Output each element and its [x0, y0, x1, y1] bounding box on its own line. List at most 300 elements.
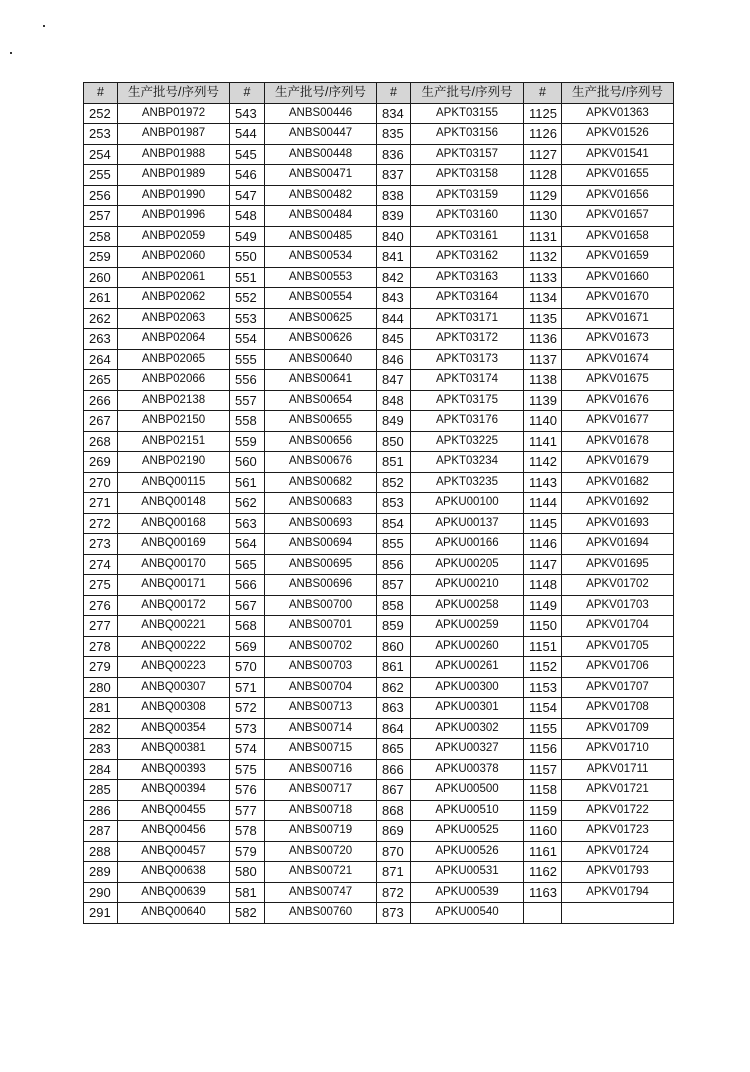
batch-serial-cell: ANBS00693: [265, 513, 377, 534]
row-index-cell: 543: [230, 103, 265, 124]
batch-serial-cell: ANBS00553: [265, 267, 377, 288]
row-index-cell: 870: [377, 841, 411, 862]
batch-serial-cell: ANBS00716: [265, 759, 377, 780]
row-index-cell: 860: [377, 636, 411, 657]
batch-serial-cell: ANBS00554: [265, 288, 377, 309]
row-index-cell: 866: [377, 759, 411, 780]
batch-serial-cell: APKV01707: [562, 677, 674, 698]
row-index-cell: 290: [84, 882, 118, 903]
row-index-cell: 1129: [524, 185, 562, 206]
batch-serial-cell: APKT03171: [411, 308, 524, 329]
batch-serial-cell: ANBS00715: [265, 739, 377, 760]
table-row: [84, 821, 674, 842]
table-row: [84, 698, 674, 719]
row-index-cell: 280: [84, 677, 118, 698]
batch-serial-cell: ANBP01990: [118, 185, 230, 206]
batch-serial-cell: APKT03155: [411, 103, 524, 124]
batch-serial-cell: ANBS00696: [265, 575, 377, 596]
batch-serial-cell: ANBS00656: [265, 431, 377, 452]
batch-serial-cell: ANBP01987: [118, 124, 230, 145]
batch-serial-cell: APKV01709: [562, 718, 674, 739]
row-index-cell: 545: [230, 144, 265, 165]
batch-serial-cell: APKV01678: [562, 431, 674, 452]
row-index-cell: 1141: [524, 431, 562, 452]
batch-serial-cell: APKU00302: [411, 718, 524, 739]
batch-serial-cell: APKT03173: [411, 349, 524, 370]
row-index-cell: 851: [377, 452, 411, 473]
row-index-cell: 850: [377, 431, 411, 452]
header-index-2: #: [230, 83, 265, 104]
row-index-cell: 273: [84, 534, 118, 555]
batch-serial-cell: ANBQ00638: [118, 862, 230, 883]
row-index-cell: 1160: [524, 821, 562, 842]
table-row: [84, 103, 674, 124]
batch-serial-cell: ANBS00446: [265, 103, 377, 124]
batch-serial-cell: ANBQ00381: [118, 739, 230, 760]
table-row: [84, 493, 674, 514]
batch-serial-cell: APKV01711: [562, 759, 674, 780]
batch-serial-cell: APKV01704: [562, 616, 674, 637]
batch-serial-cell: APKV01693: [562, 513, 674, 534]
row-index-cell: 1150: [524, 616, 562, 637]
row-index-cell: 852: [377, 472, 411, 493]
batch-serial-cell: APKV01677: [562, 411, 674, 432]
batch-serial-cell: ANBQ00171: [118, 575, 230, 596]
row-index-cell: 844: [377, 308, 411, 329]
row-index-cell: 1125: [524, 103, 562, 124]
row-index-cell: 838: [377, 185, 411, 206]
row-index-cell: 1156: [524, 739, 562, 760]
batch-serial-cell: ANBQ00354: [118, 718, 230, 739]
batch-serial-cell: APKV01676: [562, 390, 674, 411]
batch-serial-cell: ANBQ00457: [118, 841, 230, 862]
row-index-cell: 563: [230, 513, 265, 534]
scan-speck: [10, 52, 12, 54]
row-index-cell: 1142: [524, 452, 562, 473]
row-index-cell: 275: [84, 575, 118, 596]
header-batch-serial-2: 生产批号/序列号: [265, 83, 377, 104]
row-index-cell: 861: [377, 657, 411, 678]
table-row: [84, 144, 674, 165]
row-index-cell: 1163: [524, 882, 562, 903]
batch-serial-cell: APKV01655: [562, 165, 674, 186]
row-index-cell: 544: [230, 124, 265, 145]
table-row: [84, 513, 674, 534]
batch-serial-cell: APKU00260: [411, 636, 524, 657]
table-row: [84, 206, 674, 227]
batch-serial-cell: ANBQ00148: [118, 493, 230, 514]
table-row: [84, 349, 674, 370]
row-index-cell: 1145: [524, 513, 562, 534]
batch-serial-cell: ANBP02138: [118, 390, 230, 411]
row-index-cell: 256: [84, 185, 118, 206]
row-index-cell: 556: [230, 370, 265, 391]
row-index-cell: 1131: [524, 226, 562, 247]
batch-serial-cell: ANBS00447: [265, 124, 377, 145]
row-index-cell: 259: [84, 247, 118, 268]
row-index-cell: 853: [377, 493, 411, 514]
row-index-cell: 1144: [524, 493, 562, 514]
batch-serial-cell: ANBS00694: [265, 534, 377, 555]
row-index-cell: 252: [84, 103, 118, 124]
header-index-1: #: [84, 83, 118, 104]
row-index-cell: 842: [377, 267, 411, 288]
row-index-cell: 1159: [524, 800, 562, 821]
row-index-cell: 1151: [524, 636, 562, 657]
row-index-cell: 567: [230, 595, 265, 616]
row-index-cell: 871: [377, 862, 411, 883]
row-index-cell: 565: [230, 554, 265, 575]
row-index-cell: 1136: [524, 329, 562, 350]
batch-serial-cell: ANBQ00456: [118, 821, 230, 842]
row-index-cell: 553: [230, 308, 265, 329]
batch-serial-cell: APKV01702: [562, 575, 674, 596]
row-index-cell: 278: [84, 636, 118, 657]
batch-serial-cell: APKU00205: [411, 554, 524, 575]
row-index-cell: 288: [84, 841, 118, 862]
batch-serial-cell: ANBS00718: [265, 800, 377, 821]
row-index-cell: 552: [230, 288, 265, 309]
row-index-cell: 286: [84, 800, 118, 821]
row-index-cell: 836: [377, 144, 411, 165]
row-index-cell: 835: [377, 124, 411, 145]
batch-serial-cell: APKV01363: [562, 103, 674, 124]
batch-serial-cell: APKU00539: [411, 882, 524, 903]
batch-serial-cell: ANBP02065: [118, 349, 230, 370]
row-index-cell: 561: [230, 472, 265, 493]
row-index-cell: 554: [230, 329, 265, 350]
row-index-cell: 291: [84, 903, 118, 924]
batch-serial-cell: APKU00258: [411, 595, 524, 616]
batch-serial-cell: APKV01671: [562, 308, 674, 329]
batch-serial-cell: APKV01541: [562, 144, 674, 165]
row-index-cell: 582: [230, 903, 265, 924]
batch-serial-cell: ANBP02150: [118, 411, 230, 432]
table-row: [84, 185, 674, 206]
row-index-cell: 264: [84, 349, 118, 370]
table-row: [84, 862, 674, 883]
batch-serial-cell: ANBS00720: [265, 841, 377, 862]
batch-serial-cell: ANBP02190: [118, 452, 230, 473]
row-index-cell: 562: [230, 493, 265, 514]
row-index-cell: 261: [84, 288, 118, 309]
batch-serial-cell: ANBQ00172: [118, 595, 230, 616]
batch-serial-cell: ANBS00719: [265, 821, 377, 842]
row-index-cell: 253: [84, 124, 118, 145]
batch-serial-cell: APKV01675: [562, 370, 674, 391]
batch-serial-cell: APKV01724: [562, 841, 674, 862]
batch-serial-cell: ANBP01972: [118, 103, 230, 124]
row-index-cell: 575: [230, 759, 265, 780]
row-index-cell: 1154: [524, 698, 562, 719]
row-index-cell: 856: [377, 554, 411, 575]
row-index-cell: 845: [377, 329, 411, 350]
batch-serial-cell: APKV01703: [562, 595, 674, 616]
row-index-cell: 276: [84, 595, 118, 616]
batch-serial-cell: APKU00540: [411, 903, 524, 924]
batch-serial-cell: ANBQ00455: [118, 800, 230, 821]
table-row: [84, 288, 674, 309]
row-index-cell: 1130: [524, 206, 562, 227]
row-index-cell: 283: [84, 739, 118, 760]
row-index-cell: 1134: [524, 288, 562, 309]
row-index-cell: 549: [230, 226, 265, 247]
batch-serial-cell: APKT03160: [411, 206, 524, 227]
row-index-cell: 1133: [524, 267, 562, 288]
header-index-3: #: [377, 83, 411, 104]
batch-serial-cell: APKV01722: [562, 800, 674, 821]
row-index-cell: 269: [84, 452, 118, 473]
row-index-cell: 1157: [524, 759, 562, 780]
batch-serial-cell: ANBS00654: [265, 390, 377, 411]
row-index-cell: 841: [377, 247, 411, 268]
row-index-cell: 555: [230, 349, 265, 370]
table-body: [84, 103, 674, 923]
batch-serial-cell: ANBS00676: [265, 452, 377, 473]
batch-serial-cell: APKV01723: [562, 821, 674, 842]
row-index-cell: 551: [230, 267, 265, 288]
row-index-cell: 1162: [524, 862, 562, 883]
batch-serial-cell: APKT03172: [411, 329, 524, 350]
row-index-cell: 267: [84, 411, 118, 432]
row-index-cell: 560: [230, 452, 265, 473]
row-index-cell: 855: [377, 534, 411, 555]
batch-serial-cell: APKV01657: [562, 206, 674, 227]
batch-serial-cell: ANBQ00307: [118, 677, 230, 698]
row-index-cell: 843: [377, 288, 411, 309]
table-row: [84, 595, 674, 616]
batch-serial-cell: ANBS00626: [265, 329, 377, 350]
batch-serial-cell: APKT03225: [411, 431, 524, 452]
table-row: [84, 657, 674, 678]
batch-serial-cell: APKU00300: [411, 677, 524, 698]
row-index-cell: 840: [377, 226, 411, 247]
batch-serial-cell: ANBQ00639: [118, 882, 230, 903]
header-batch-serial-3: 生产批号/序列号: [411, 83, 524, 104]
header-batch-serial-1: 生产批号/序列号: [118, 83, 230, 104]
row-index-cell: 271: [84, 493, 118, 514]
row-index-cell: 1138: [524, 370, 562, 391]
table-row: [84, 247, 674, 268]
row-index-cell: 1139: [524, 390, 562, 411]
table-row: [84, 759, 674, 780]
row-index-cell: 270: [84, 472, 118, 493]
row-index-cell: 550: [230, 247, 265, 268]
table-row: [84, 780, 674, 801]
row-index-cell: 1146: [524, 534, 562, 555]
batch-serial-cell: ANBP02063: [118, 308, 230, 329]
row-index-cell: 279: [84, 657, 118, 678]
table-row: [84, 882, 674, 903]
batch-serial-cell: APKV01692: [562, 493, 674, 514]
row-index-cell: 272: [84, 513, 118, 534]
row-index-cell: 260: [84, 267, 118, 288]
table-row: [84, 308, 674, 329]
row-index-cell: 274: [84, 554, 118, 575]
batch-serial-cell: ANBQ00170: [118, 554, 230, 575]
row-index-cell: 262: [84, 308, 118, 329]
batch-serial-cell: APKT03175: [411, 390, 524, 411]
table-row: [84, 267, 674, 288]
batch-serial-cell: APKV01658: [562, 226, 674, 247]
header-index-4: #: [524, 83, 562, 104]
row-index-cell: 1147: [524, 554, 562, 575]
batch-serial-cell: APKV01656: [562, 185, 674, 206]
table-row: [84, 903, 674, 924]
batch-serial-cell: APKV01682: [562, 472, 674, 493]
batch-serial-cell: APKU00327: [411, 739, 524, 760]
batch-serial-cell: ANBQ00308: [118, 698, 230, 719]
table-row: [84, 616, 674, 637]
batch-serial-cell: APKT03174: [411, 370, 524, 391]
batch-serial-cell: APKV01679: [562, 452, 674, 473]
batch-serial-cell: ANBS00640: [265, 349, 377, 370]
table-row: [84, 739, 674, 760]
batch-serial-cell: ANBS00713: [265, 698, 377, 719]
batch-serial-cell: APKV01670: [562, 288, 674, 309]
table-row: [84, 534, 674, 555]
batch-serial-table: [83, 82, 674, 924]
row-index-cell: 1148: [524, 575, 562, 596]
batch-serial-cell: APKU00510: [411, 800, 524, 821]
batch-serial-cell: ANBP02151: [118, 431, 230, 452]
row-index-cell: 581: [230, 882, 265, 903]
row-index-cell: 281: [84, 698, 118, 719]
header-batch-serial-4: 生产批号/序列号: [562, 83, 674, 104]
batch-serial-cell: APKV01695: [562, 554, 674, 575]
row-index-cell: 546: [230, 165, 265, 186]
table-row: [84, 677, 674, 698]
batch-serial-cell: ANBQ00168: [118, 513, 230, 534]
row-index-cell: 578: [230, 821, 265, 842]
row-index-cell: 873: [377, 903, 411, 924]
table-row: [84, 575, 674, 596]
batch-serial-cell: ANBS00625: [265, 308, 377, 329]
row-index-cell: 834: [377, 103, 411, 124]
batch-serial-cell: ANBP02066: [118, 370, 230, 391]
row-index-cell: 576: [230, 780, 265, 801]
row-index-cell: 254: [84, 144, 118, 165]
table-row: [84, 411, 674, 432]
row-index-cell: 1153: [524, 677, 562, 698]
batch-serial-cell: APKV01674: [562, 349, 674, 370]
table-row: [84, 226, 674, 247]
batch-serial-cell: ANBS00702: [265, 636, 377, 657]
batch-serial-cell: APKV01659: [562, 247, 674, 268]
row-index-cell: [524, 903, 562, 924]
batch-serial-cell: APKT03161: [411, 226, 524, 247]
batch-serial-cell: APKV01694: [562, 534, 674, 555]
batch-serial-cell: ANBQ00223: [118, 657, 230, 678]
row-index-cell: 1158: [524, 780, 562, 801]
row-index-cell: 266: [84, 390, 118, 411]
row-index-cell: 868: [377, 800, 411, 821]
row-index-cell: 557: [230, 390, 265, 411]
row-index-cell: 282: [84, 718, 118, 739]
table-row: [84, 841, 674, 862]
row-index-cell: 1152: [524, 657, 562, 678]
batch-serial-cell: ANBS00485: [265, 226, 377, 247]
batch-serial-cell: ANBS00700: [265, 595, 377, 616]
batch-serial-cell: APKT03162: [411, 247, 524, 268]
batch-serial-cell: ANBS00701: [265, 616, 377, 637]
row-index-cell: 872: [377, 882, 411, 903]
batch-serial-cell: ANBS00448: [265, 144, 377, 165]
row-index-cell: 572: [230, 698, 265, 719]
batch-serial-cell: ANBS00534: [265, 247, 377, 268]
row-index-cell: 258: [84, 226, 118, 247]
batch-serial-cell: ANBS00760: [265, 903, 377, 924]
row-index-cell: 559: [230, 431, 265, 452]
row-index-cell: 839: [377, 206, 411, 227]
batch-serial-cell: APKT03156: [411, 124, 524, 145]
row-index-cell: 865: [377, 739, 411, 760]
batch-serial-cell: ANBS00703: [265, 657, 377, 678]
row-index-cell: 1135: [524, 308, 562, 329]
batch-serial-cell: APKT03176: [411, 411, 524, 432]
batch-serial-cell: ANBP02059: [118, 226, 230, 247]
batch-serial-cell: APKU00525: [411, 821, 524, 842]
batch-serial-cell: ANBS00655: [265, 411, 377, 432]
row-index-cell: 1137: [524, 349, 562, 370]
row-index-cell: 1140: [524, 411, 562, 432]
row-index-cell: 862: [377, 677, 411, 698]
row-index-cell: 265: [84, 370, 118, 391]
table-row: [84, 390, 674, 411]
batch-serial-cell: APKU00500: [411, 780, 524, 801]
batch-serial-cell: ANBP01988: [118, 144, 230, 165]
row-index-cell: 573: [230, 718, 265, 739]
row-index-cell: 847: [377, 370, 411, 391]
row-index-cell: 289: [84, 862, 118, 883]
batch-serial-cell: APKU00100: [411, 493, 524, 514]
batch-serial-cell: ANBS00482: [265, 185, 377, 206]
batch-serial-cell: APKT03234: [411, 452, 524, 473]
row-index-cell: 277: [84, 616, 118, 637]
batch-serial-cell: ANBS00471: [265, 165, 377, 186]
batch-serial-cell: APKT03158: [411, 165, 524, 186]
batch-serial-cell: ANBQ00221: [118, 616, 230, 637]
batch-serial-cell: APKU00210: [411, 575, 524, 596]
batch-serial-cell: ANBQ00222: [118, 636, 230, 657]
row-index-cell: 574: [230, 739, 265, 760]
batch-serial-cell: ANBQ00393: [118, 759, 230, 780]
row-index-cell: 869: [377, 821, 411, 842]
row-index-cell: 566: [230, 575, 265, 596]
table-row: [84, 165, 674, 186]
batch-serial-cell: APKT03163: [411, 267, 524, 288]
row-index-cell: 867: [377, 780, 411, 801]
row-index-cell: 580: [230, 862, 265, 883]
table-row: [84, 329, 674, 350]
row-index-cell: 568: [230, 616, 265, 637]
row-index-cell: 858: [377, 595, 411, 616]
batch-serial-cell: ANBQ00640: [118, 903, 230, 924]
table-row: [84, 800, 674, 821]
batch-serial-cell: APKV01710: [562, 739, 674, 760]
batch-serial-cell: ANBP02062: [118, 288, 230, 309]
row-index-cell: 857: [377, 575, 411, 596]
row-index-cell: 570: [230, 657, 265, 678]
row-index-cell: 558: [230, 411, 265, 432]
batch-serial-cell: ANBS00683: [265, 493, 377, 514]
batch-serial-cell: APKU00378: [411, 759, 524, 780]
row-index-cell: 1149: [524, 595, 562, 616]
batch-serial-cell: ANBS00704: [265, 677, 377, 698]
row-index-cell: 564: [230, 534, 265, 555]
row-index-cell: 1128: [524, 165, 562, 186]
row-index-cell: 1126: [524, 124, 562, 145]
